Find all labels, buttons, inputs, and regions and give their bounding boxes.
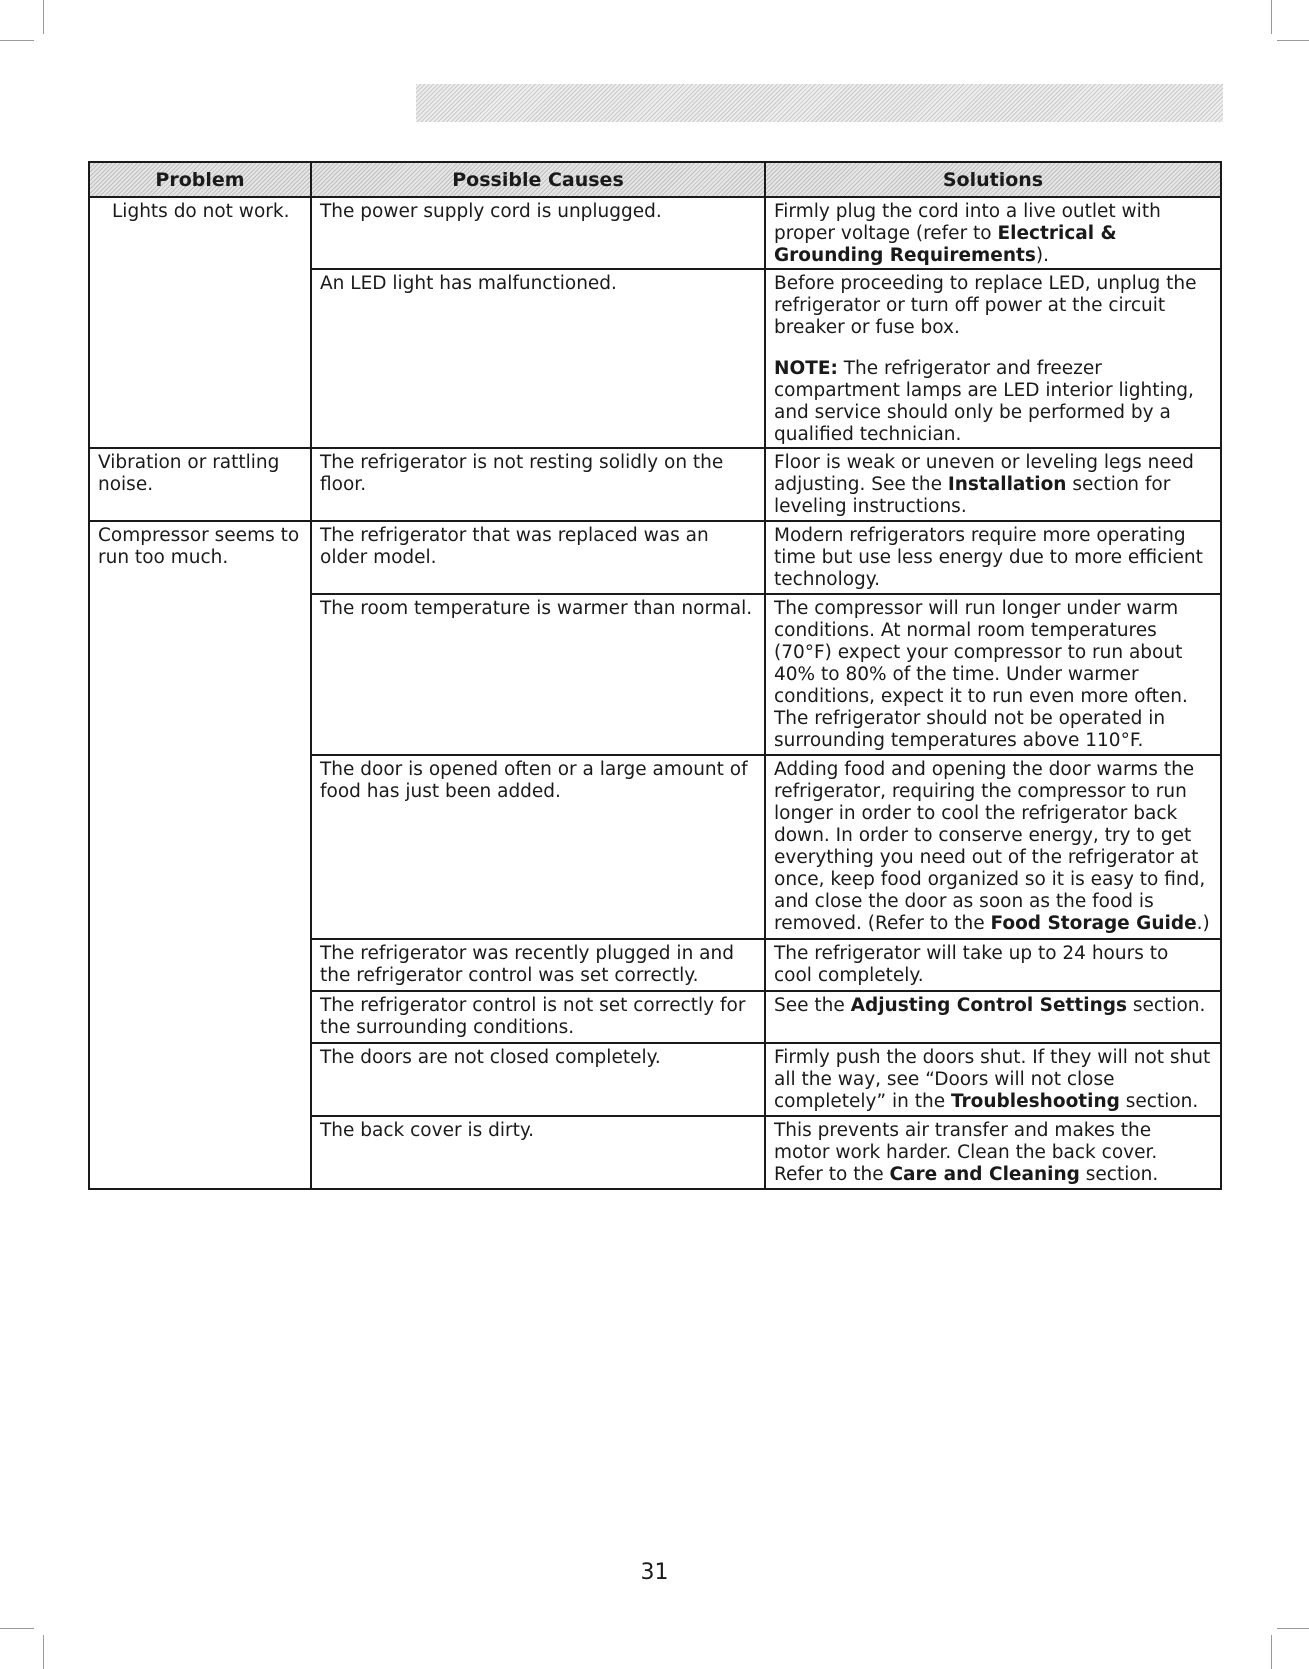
table-row bbox=[89, 197, 1221, 269]
solution-cell bbox=[765, 594, 1221, 755]
crop-mark bbox=[1277, 40, 1309, 41]
solution-paragraph: Firmly plug the cord into a live outlet with proper voltage (refer to Electrical & Grounding Requirements). bbox=[774, 201, 1161, 266]
solution-paragraph: Floor is weak or uneven or leveling legs need adjusting. See the Installation section for leveling instructions. bbox=[774, 452, 1194, 517]
solution-paragraph: The compressor will run longer under warm conditions. At normal room temperatures (70°F) expect your compressor to run about 40% to 80% of the time. Under warmer conditions, expect it to run even more often. The refrigerator should not be operated in surrounding temperatures above 110°F. bbox=[774, 598, 1188, 751]
note-paragraph: NOTE: The refrigerator and freezer compartment lamps are LED interior lighting, and service should only be performed by a qualified technician. bbox=[774, 358, 1194, 445]
cause-cell: The refrigerator that was replaced was an older model. bbox=[311, 521, 765, 594]
column-header-problem: Problem bbox=[89, 162, 311, 197]
table-body bbox=[89, 197, 1221, 1189]
solution-paragraph: This prevents air transfer and makes the motor work harder. Clean the back cover. Refer to the Care and Cleaning section. bbox=[774, 1120, 1159, 1185]
cause-cell: The door is opened often or a large amount of food has just been added. bbox=[311, 755, 765, 939]
cause-cell: The refrigerator is not resting solidly on the floor. bbox=[311, 448, 765, 521]
cause-cell: The power supply cord is unplugged. bbox=[311, 197, 765, 269]
solution-paragraph: Before proceeding to replace LED, unplug the refrigerator or turn off power at the circuit breaker or fuse box. bbox=[774, 273, 1197, 338]
crop-mark bbox=[1277, 1628, 1309, 1629]
crop-mark bbox=[43, 0, 44, 34]
cause-cell: The back cover is dirty. bbox=[311, 1116, 765, 1189]
solution-cell bbox=[765, 1043, 1221, 1116]
solution-paragraph: Modern refrigerators require more operating time but use less energy due to more efficient technology. bbox=[774, 525, 1203, 590]
crop-mark bbox=[1271, 1635, 1272, 1669]
solution-paragraph: Adding food and opening the door warms the refrigerator, requiring the compressor to run longer in order to cool the refrigerator back down. In order to conserve energy, try to get everything you need out of the refrigerator at once, keep food organized so it is easy to find, and close the door as soon as the food is removed. (Refer to the Food Storage Guide.) bbox=[774, 759, 1210, 934]
crop-mark bbox=[0, 1628, 34, 1629]
solution-cell bbox=[765, 755, 1221, 939]
cause-cell: An LED light has malfunctioned. bbox=[311, 269, 765, 448]
page-number: 31 bbox=[640, 1560, 669, 1585]
problem-cell: Lights do not work. bbox=[89, 197, 311, 448]
crop-mark bbox=[0, 40, 34, 41]
solution-paragraph: See the Adjusting Control Settings section. bbox=[774, 995, 1206, 1016]
solution-cell bbox=[765, 521, 1221, 594]
table-row bbox=[89, 448, 1221, 521]
crop-mark bbox=[1271, 0, 1272, 34]
crop-mark bbox=[43, 1635, 44, 1669]
solution-cell bbox=[765, 939, 1221, 991]
solution-cell bbox=[765, 269, 1221, 448]
solution-cell bbox=[765, 448, 1221, 521]
cause-cell: The room temperature is warmer than normal. bbox=[311, 594, 765, 755]
cause-cell: The refrigerator was recently plugged in and the refrigerator control was set correctly. bbox=[311, 939, 765, 991]
solution-cell bbox=[765, 197, 1221, 269]
table-row bbox=[89, 521, 1221, 594]
section-header-band bbox=[416, 84, 1223, 122]
table-header-row bbox=[89, 162, 1221, 197]
solution-paragraph: The refrigerator will take up to 24 hours to cool completely. bbox=[774, 943, 1169, 986]
solution-cell bbox=[765, 991, 1221, 1043]
column-header-solutions: Solutions bbox=[765, 162, 1221, 197]
problem-cell: Vibration or rattling noise. bbox=[89, 448, 311, 521]
cause-cell: The refrigerator control is not set correctly for the surrounding conditions. bbox=[311, 991, 765, 1043]
column-header-possible-causes: Possible Causes bbox=[311, 162, 765, 197]
solution-paragraph: Firmly push the doors shut. If they will not shut all the way, see “Doors will not close completely” in the Troubleshooting section. bbox=[774, 1047, 1211, 1112]
cause-cell: The doors are not closed completely. bbox=[311, 1043, 765, 1116]
solution-cell bbox=[765, 1116, 1221, 1189]
problem-cell: Compressor seems to run too much. bbox=[89, 521, 311, 1189]
troubleshooting-table bbox=[88, 161, 1222, 1190]
